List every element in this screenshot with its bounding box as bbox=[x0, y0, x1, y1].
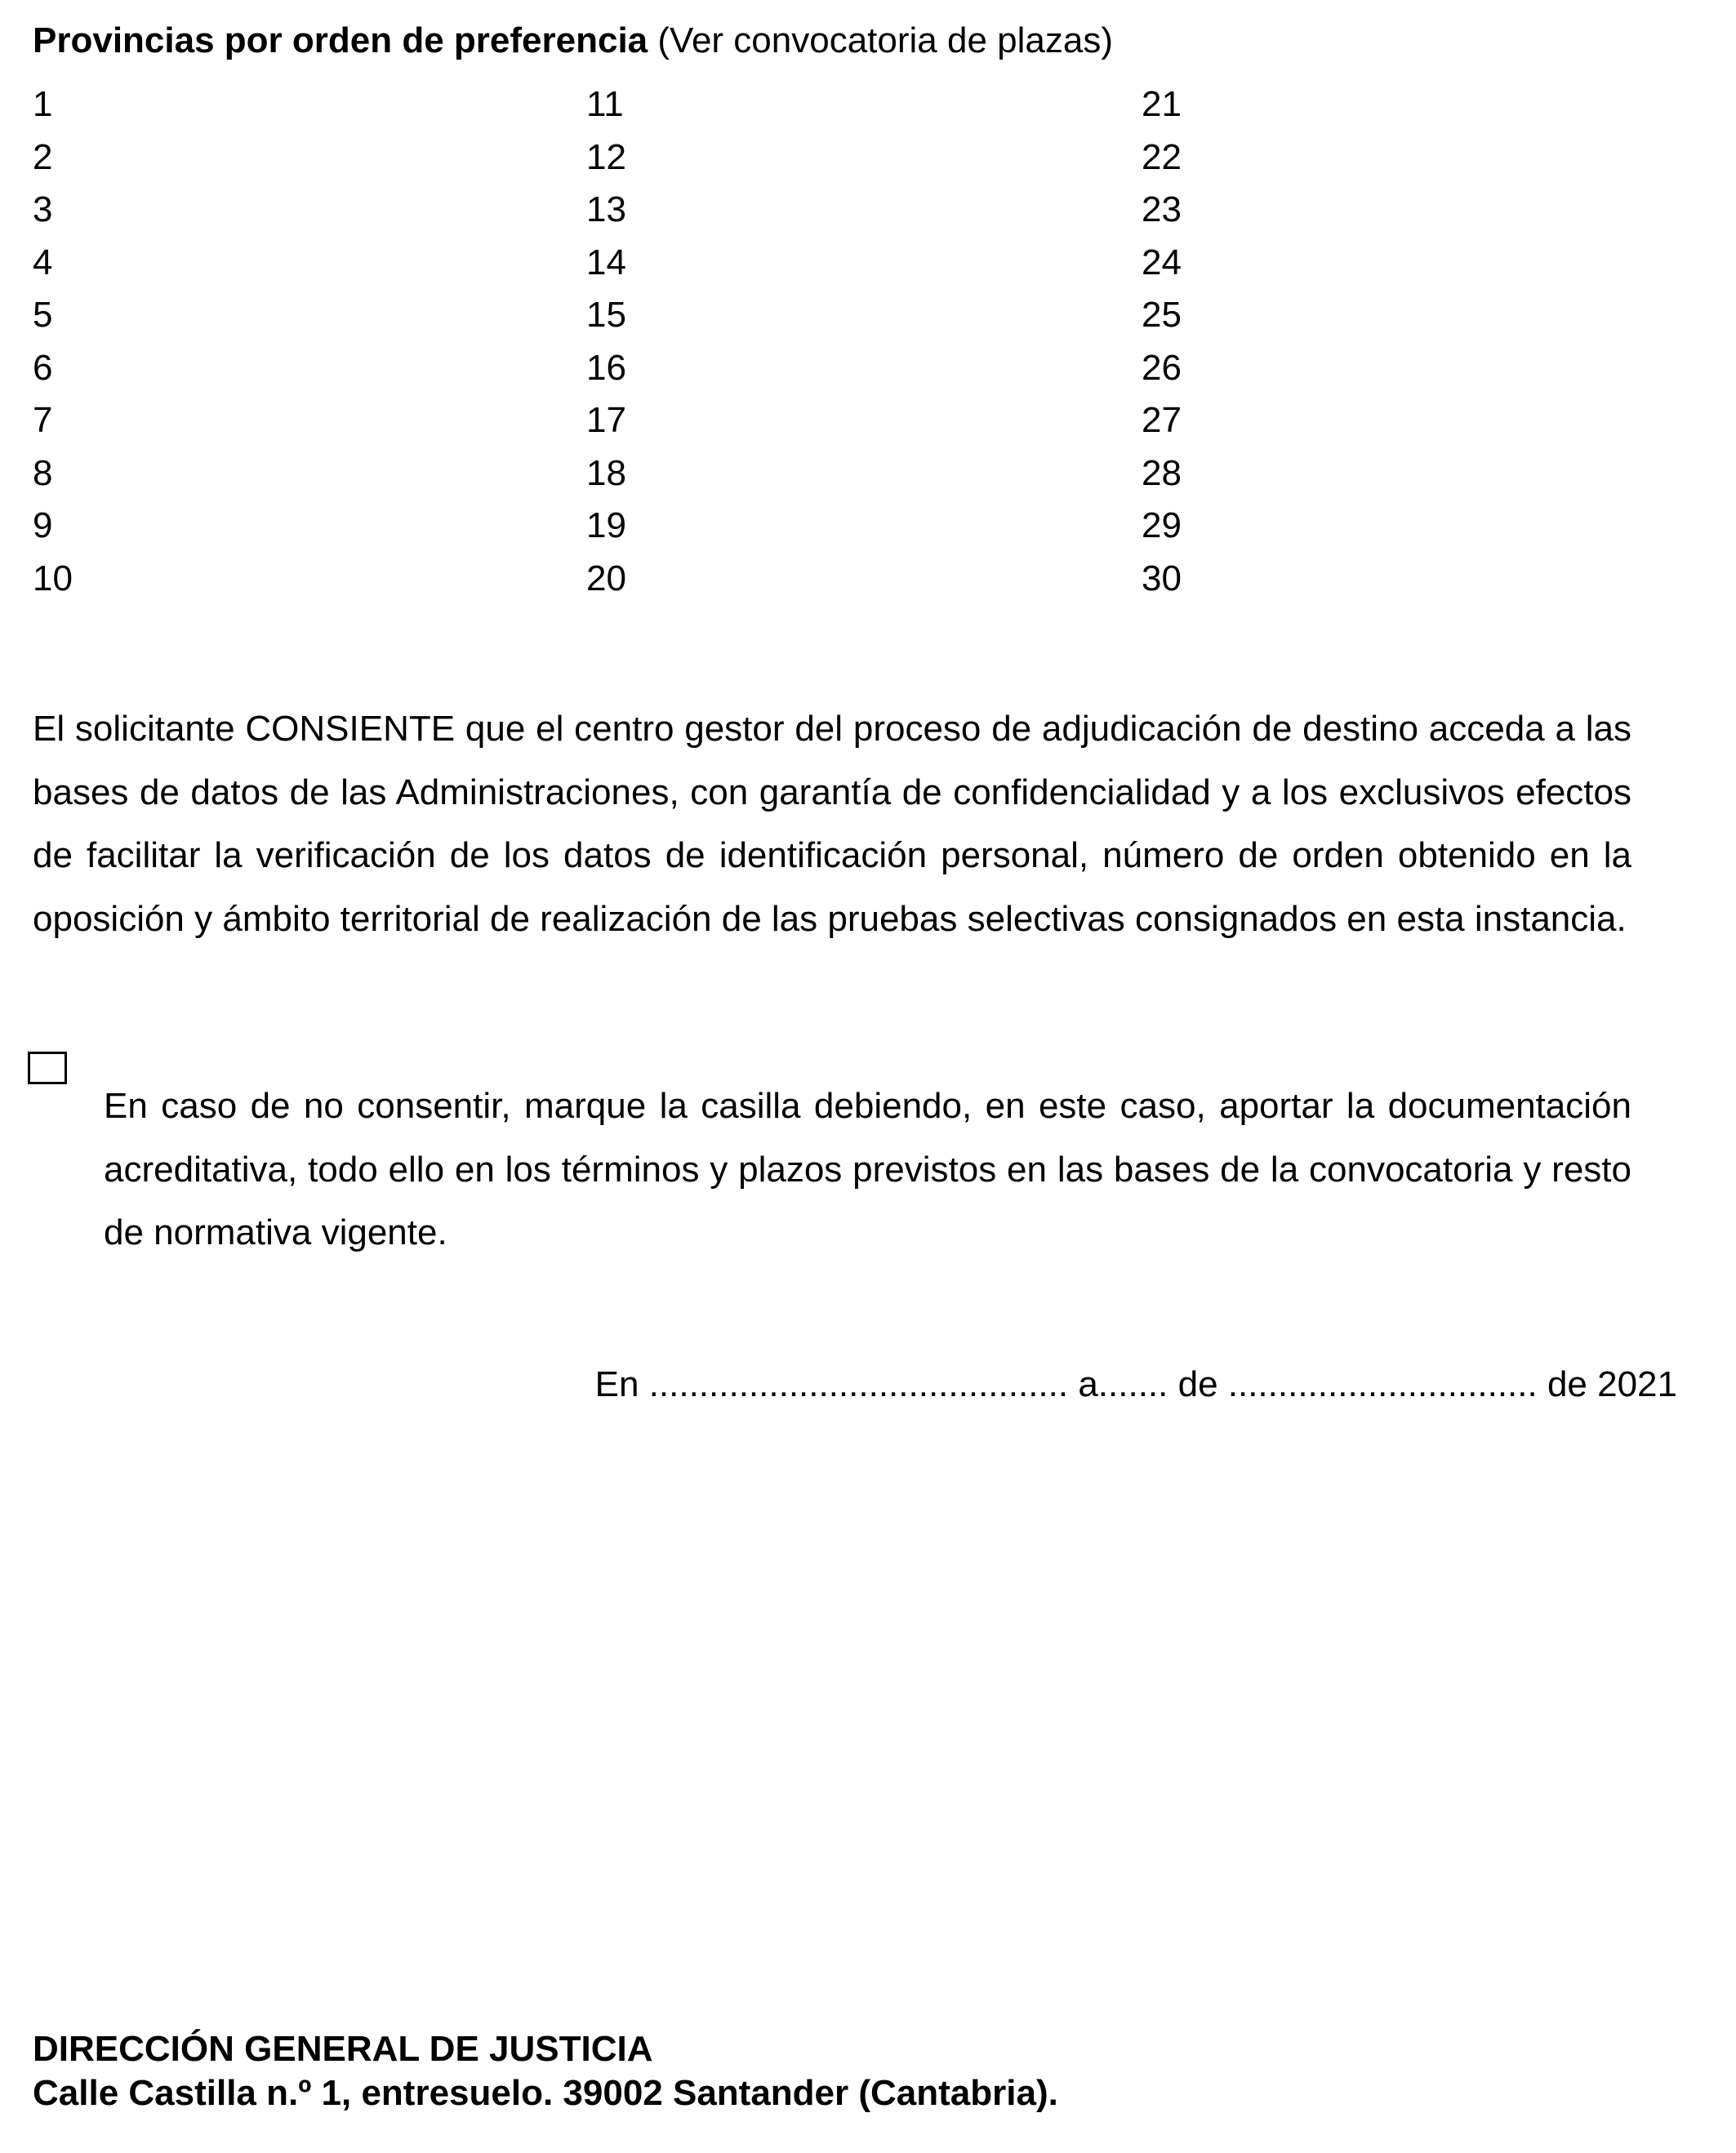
preference-number: 30 bbox=[1142, 558, 1182, 598]
preference-number: 18 bbox=[586, 452, 626, 493]
preference-number: 1 bbox=[33, 84, 53, 124]
preference-number: 14 bbox=[586, 242, 626, 282]
preference-number: 19 bbox=[586, 505, 626, 545]
preference-number: 20 bbox=[586, 558, 626, 598]
preference-row bbox=[33, 131, 1257, 185]
preference-row bbox=[33, 78, 1257, 131]
preference-row bbox=[33, 184, 1257, 237]
preference-number: 26 bbox=[1142, 347, 1182, 388]
preference-number: 5 bbox=[33, 295, 53, 335]
preference-number: 27 bbox=[1142, 400, 1182, 440]
preference-number: 7 bbox=[33, 400, 53, 440]
preference-row bbox=[33, 500, 1257, 553]
preference-number: 10 bbox=[33, 558, 73, 598]
footer-address bbox=[33, 2027, 1058, 2115]
section-heading-title: Provincias por orden de preferencia bbox=[33, 20, 648, 60]
preference-row bbox=[33, 447, 1257, 500]
preference-number: 17 bbox=[586, 400, 626, 440]
preference-list bbox=[33, 78, 1257, 605]
preference-number: 11 bbox=[586, 84, 624, 124]
preference-number: 22 bbox=[1142, 136, 1182, 177]
preference-number: 9 bbox=[33, 505, 53, 545]
preference-number: 6 bbox=[33, 347, 53, 388]
section-heading-note: (Ver convocatoria de plazas) bbox=[657, 20, 1114, 60]
preference-number: 29 bbox=[1142, 505, 1182, 545]
preference-number: 23 bbox=[1142, 189, 1182, 229]
preference-number: 15 bbox=[586, 295, 626, 335]
no-consent-checkbox[interactable] bbox=[28, 1052, 67, 1084]
preference-row bbox=[33, 553, 1257, 606]
preference-number: 12 bbox=[586, 136, 626, 177]
preference-number: 4 bbox=[33, 242, 53, 282]
preference-number: 2 bbox=[33, 136, 53, 177]
preference-number: 25 bbox=[1142, 295, 1182, 335]
date-place-line: En .......................................... a....... de ............................... de 2021 bbox=[594, 1364, 1677, 1404]
preference-number: 8 bbox=[33, 452, 53, 493]
footer-street-address: Calle Castilla n.º 1, entresuelo. 39002 Santander (Cantabria). bbox=[33, 2073, 1058, 2113]
consent-paragraph: El solicitante CONSIENTE que el centro gestor del proceso de adjudicación de destino acceda a las bases de datos de las Administraciones, con garantía de confidencialidad y a los exclusivos efectos de facilitar la verificación de los datos de identificación personal, número de orden obtenido en la oposición y ámbito territorial de realización de las pruebas selectivas consignados en esta instancia. bbox=[33, 709, 1631, 939]
preference-number: 24 bbox=[1142, 242, 1182, 282]
preference-number: 3 bbox=[33, 189, 53, 229]
no-consent-text: En caso de no consentir, marque la casilla debiendo, en este caso, aportar la documentación acreditativa, todo ello en los términos y plazos previstos en las bases de la convocatoria y resto de normativa vigente. bbox=[104, 1086, 1631, 1252]
preference-row bbox=[33, 289, 1257, 342]
preference-number: 21 bbox=[1142, 84, 1182, 124]
preference-row bbox=[33, 342, 1257, 395]
preference-number: 28 bbox=[1142, 452, 1182, 493]
section-heading bbox=[33, 16, 1113, 65]
preference-row bbox=[33, 394, 1257, 447]
preference-number: 13 bbox=[586, 189, 626, 229]
preference-number: 16 bbox=[586, 347, 626, 388]
preference-row bbox=[33, 237, 1257, 290]
footer-organization: DIRECCIÓN GENERAL DE JUSTICIA bbox=[33, 2029, 653, 2069]
